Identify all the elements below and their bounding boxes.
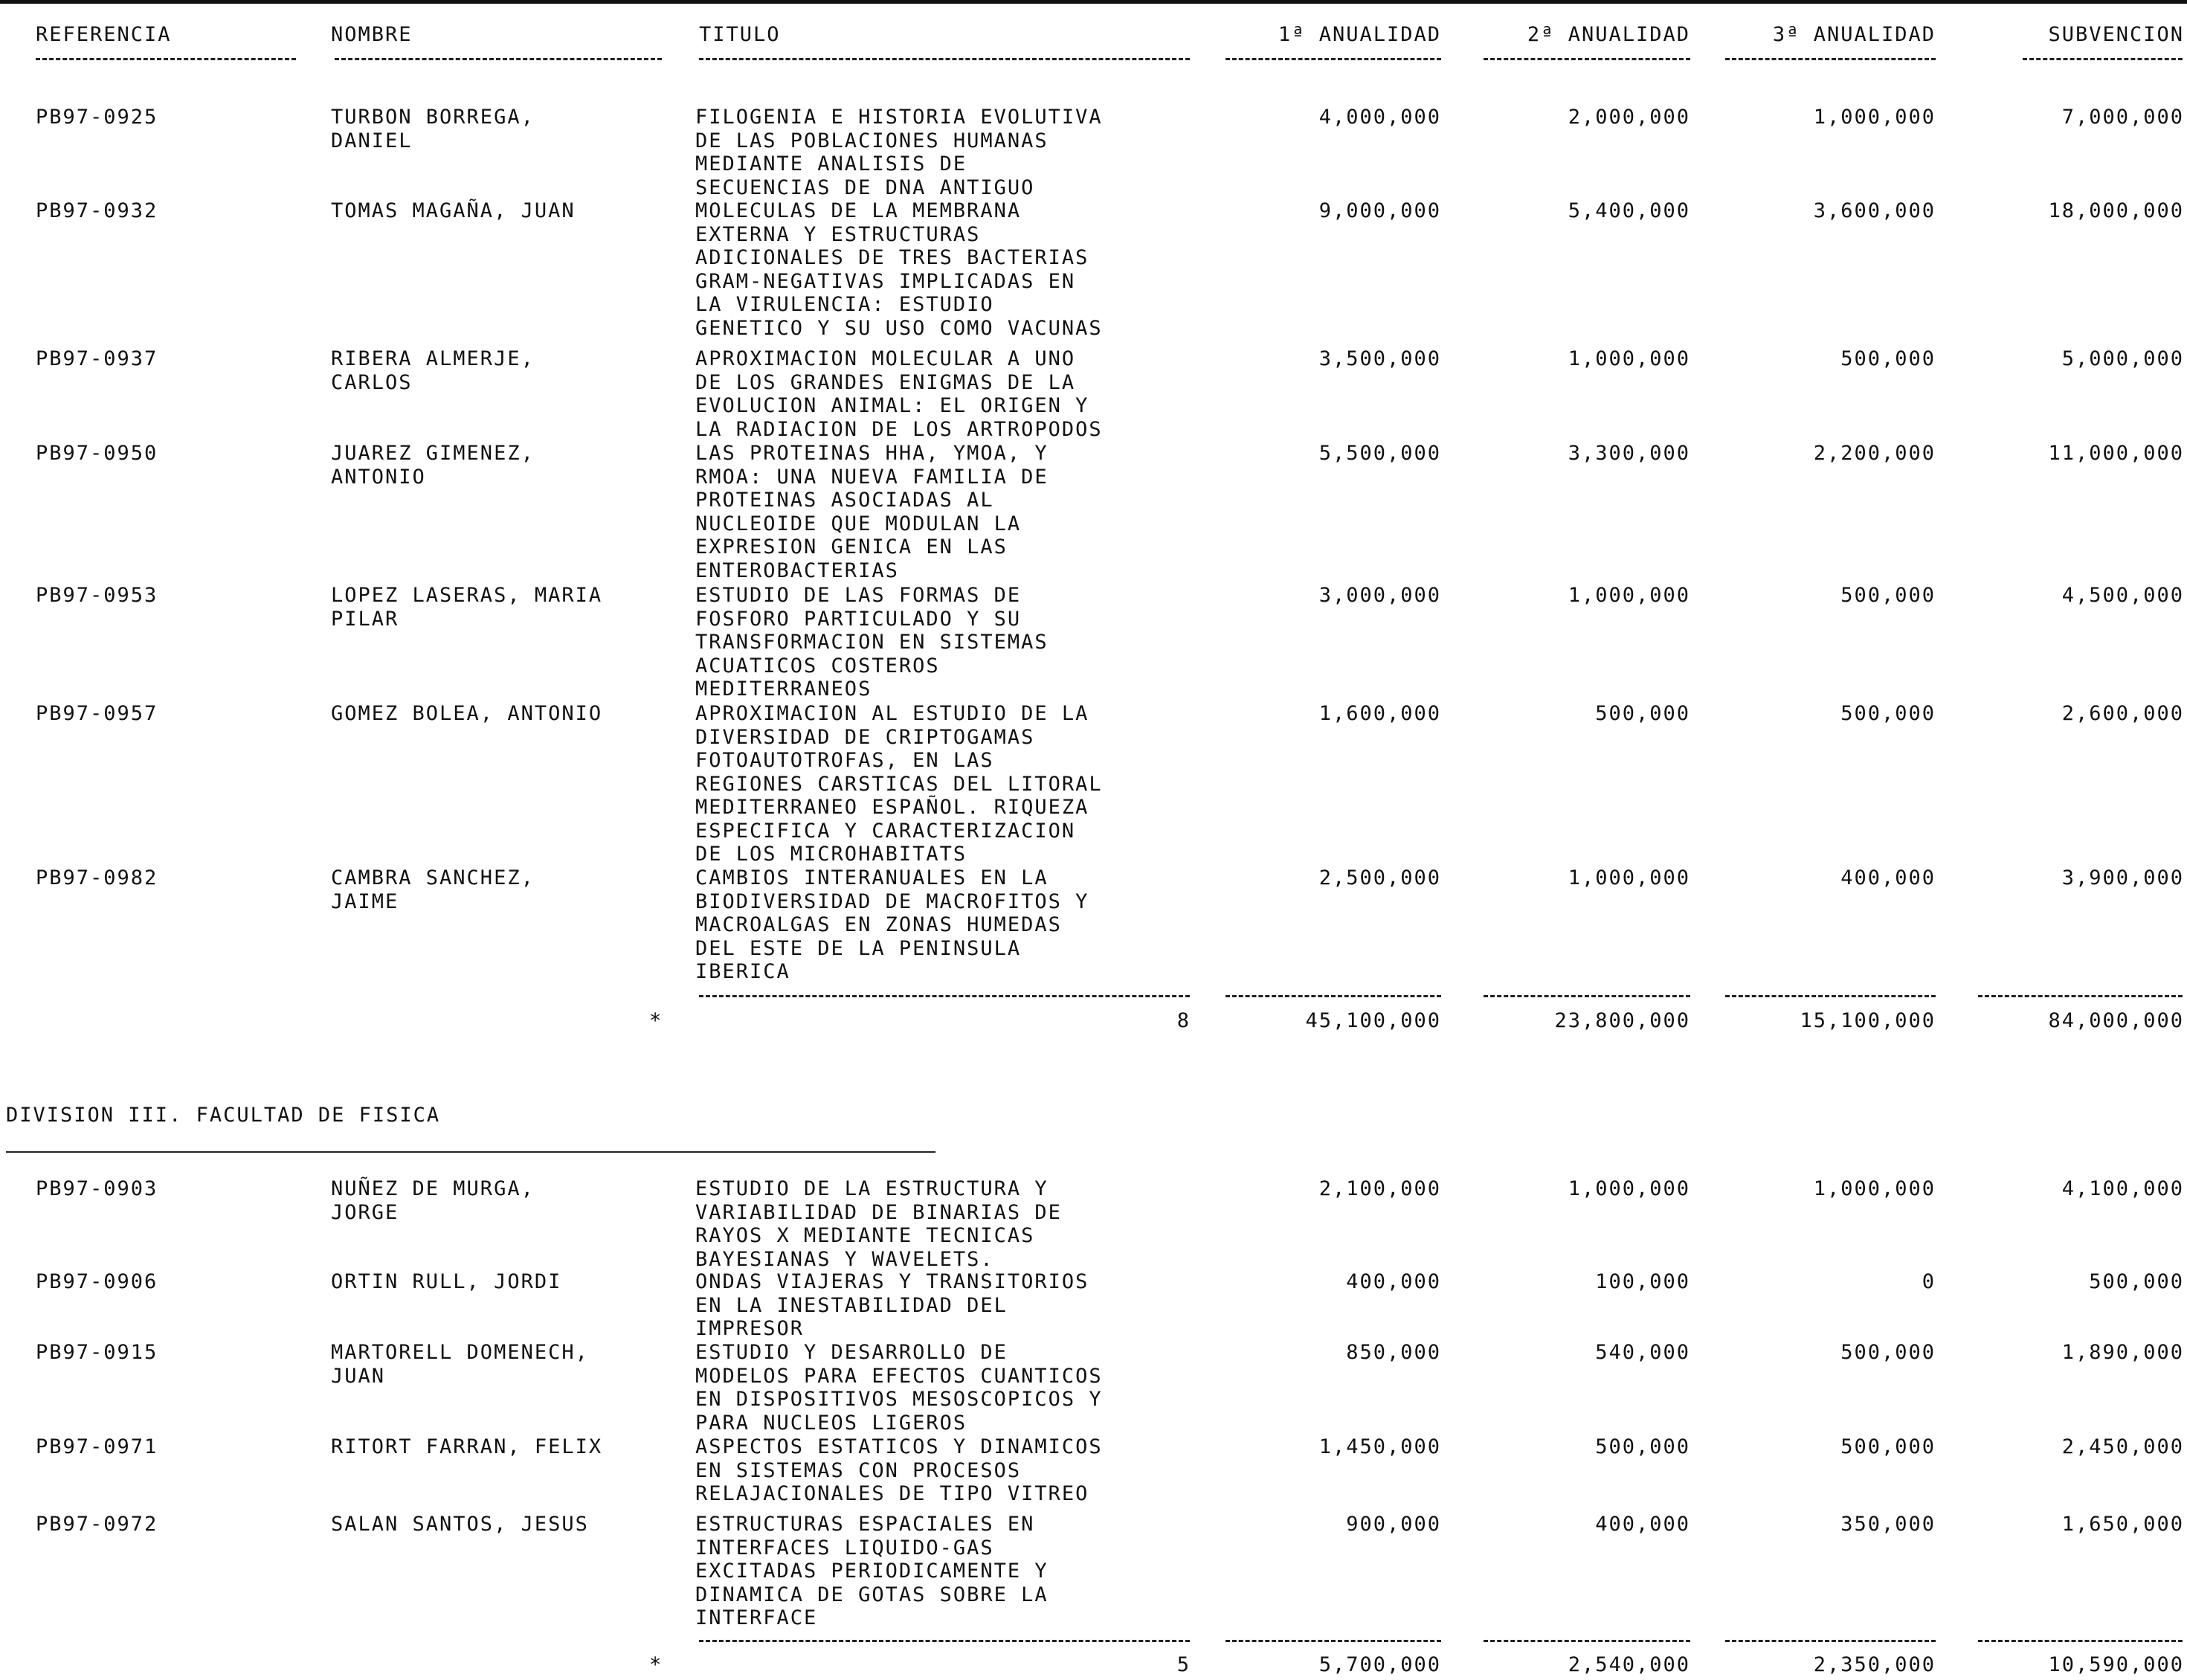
header-titulo: TITULO [699,23,781,46]
table-row [0,1435,2187,1505]
cell-referencia: PB97-0906 [36,1270,158,1293]
cell-nombre: CAMBRA SANCHEZ, JAIME [331,866,535,913]
cell-nombre: TURBON BORREGA, DANIEL [331,106,535,152]
cell-anualidad-3: 500,000 [1840,347,1936,370]
cell-referencia: PB97-0915 [36,1341,158,1364]
cell-titulo: ASPECTOS ESTATICOS Y DINAMICOS EN SISTEMAS CON PROCESOS RELAJACIONALES DE TIPO VITREO [695,1435,1103,1505]
section-title: DIVISION III. FACULTAD DE FISICA [6,1104,441,1127]
subtotal-count: 8 [1176,1009,1191,1032]
subtotal-anualidad-2: 2,540,000 [1568,1653,1690,1676]
cell-subvencion: 11,000,000 [2048,442,2184,465]
cell-nombre: SALAN SANTOS, JESUS [331,1513,589,1536]
cell-anualidad-1: 3,000,000 [1318,584,1441,607]
header-underline [335,58,662,60]
header-underline [1725,58,1936,60]
top-rule [0,0,2187,4]
cell-anualidad-1: 1,600,000 [1318,702,1441,725]
table-row [0,1341,2187,1435]
subtotal-rule [1484,1640,1690,1642]
cell-nombre: JUAREZ GIMENEZ, ANTONIO [331,442,535,489]
cell-anualidad-1: 2,100,000 [1318,1177,1441,1200]
cell-anualidad-2: 2,000,000 [1568,106,1690,129]
cell-anualidad-3: 350,000 [1840,1513,1936,1536]
cell-titulo: CAMBIOS INTERANUALES EN LA BIODIVERSIDAD DE MACROFITOS Y MACROALGAS EN ZONAS HUMEDAS DEL ESTE DE LA PENINSULA IBERICA [695,866,1089,983]
cell-titulo: APROXIMACION AL ESTUDIO DE LA DIVERSIDAD DE CRIPTOGAMAS FOTOAUTOTROFAS, EN LAS REGIONES CARSTICAS DEL LITORAL MEDITERRANEO ESPAÑOL. RIQUEZA ESPECIFICA Y CARACTERIZACION DE LOS MICROHABITATS [695,702,1103,866]
header-nombre: NOMBRE [331,23,413,46]
subtotal-anualidad-2: 23,800,000 [1554,1009,1690,1032]
header-underline [2023,58,2183,60]
cell-anualidad-3: 1,000,000 [1813,1177,1936,1200]
cell-subvencion: 3,900,000 [2061,866,2184,889]
subtotal-anualidad-3: 2,350,000 [1813,1653,1936,1676]
cell-nombre: LOPEZ LASERAS, MARIA PILAR [331,584,603,631]
cell-referencia: PB97-0925 [36,106,158,129]
subtotal-rule [1225,1640,1441,1642]
cell-subvencion: 4,500,000 [2061,584,2184,607]
header-anualidad-2: 2ª ANUALIDAD [1527,23,1690,46]
cell-referencia: PB97-0972 [36,1513,158,1536]
table-row [0,584,2187,701]
cell-anualidad-3: 500,000 [1840,1341,1936,1364]
cell-anualidad-3: 500,000 [1840,584,1936,607]
subtotal-mark: * [649,1653,663,1676]
cell-anualidad-1: 850,000 [1346,1341,1441,1364]
cell-nombre: TOMAS MAGAÑA, JUAN [331,199,576,222]
cell-referencia: PB97-0937 [36,347,158,370]
cell-anualidad-3: 1,000,000 [1813,106,1936,129]
cell-anualidad-2: 500,000 [1595,1435,1690,1458]
cell-anualidad-3: 400,000 [1840,866,1936,889]
header-anualidad-3: 3ª ANUALIDAD [1772,23,1936,46]
cell-anualidad-2: 5,400,000 [1568,199,1690,222]
cell-anualidad-2: 400,000 [1595,1513,1690,1536]
subtotal-subvencion: 10,590,000 [2048,1653,2184,1676]
table-row [0,199,2187,340]
cell-referencia: PB97-0982 [36,866,158,889]
subtotal-rule [1978,1640,2183,1642]
subtotal-rule [1484,995,1690,997]
header-subvencion: SUBVENCION [2048,23,2184,46]
subtotal-rule [1225,995,1441,997]
cell-subvencion: 1,650,000 [2061,1513,2184,1536]
subtotal-anualidad-1: 5,700,000 [1318,1653,1441,1676]
cell-anualidad-1: 400,000 [1346,1270,1441,1293]
header-underline [1484,58,1690,60]
cell-anualidad-3: 3,600,000 [1813,199,1936,222]
cell-titulo: ESTUDIO DE LAS FORMAS DE FOSFORO PARTICULADO Y SU TRANSFORMACION EN SISTEMAS ACUATICOS COSTEROS MEDITERRANEOS [695,584,1049,701]
cell-anualidad-1: 9,000,000 [1318,199,1441,222]
cell-subvencion: 4,100,000 [2061,1177,2184,1200]
cell-subvencion: 2,600,000 [2061,702,2184,725]
subtotal-rule [699,995,1190,997]
cell-titulo: LAS PROTEINAS HHA, YMOA, Y RMOA: UNA NUEVA FAMILIA DE PROTEINAS ASOCIADAS AL NUCLEOIDE QUE MODULAN LA EXPRESION GENICA EN LAS ENTEROBACTERIAS [695,442,1049,582]
cell-anualidad-1: 4,000,000 [1318,106,1441,129]
subtotal-mark: * [649,1009,663,1032]
subtotal-rule [1725,1640,1936,1642]
cell-subvencion: 7,000,000 [2061,106,2184,129]
cell-titulo: FILOGENIA E HISTORIA EVOLUTIVA DE LAS POBLACIONES HUMANAS MEDIANTE ANALISIS DE SECUENCIAS DE DNA ANTIGUO [695,106,1103,199]
cell-subvencion: 18,000,000 [2048,199,2184,222]
cell-nombre: RITORT FARRAN, FELIX [331,1435,603,1458]
cell-anualidad-2: 540,000 [1595,1341,1690,1364]
cell-titulo: ONDAS VIAJERAS Y TRANSITORIOS EN LA INESTABILIDAD DEL IMPRESOR [695,1270,1089,1340]
table-row [0,347,2187,441]
cell-anualidad-1: 3,500,000 [1318,347,1441,370]
header-anualidad-1: 1ª ANUALIDAD [1278,23,1441,46]
cell-anualidad-2: 1,000,000 [1568,1177,1690,1200]
cell-nombre: GOMEZ BOLEA, ANTONIO [331,702,603,725]
cell-subvencion: 1,890,000 [2061,1341,2184,1364]
header-underline [36,58,296,60]
cell-referencia: PB97-0903 [36,1177,158,1200]
cell-referencia: PB97-0953 [36,584,158,607]
cell-anualidad-3: 500,000 [1840,1435,1936,1458]
cell-nombre: RIBERA ALMERJE, CARLOS [331,347,535,394]
cell-referencia: PB97-0957 [36,702,158,725]
section-underline [6,1151,935,1153]
cell-anualidad-2: 1,000,000 [1568,866,1690,889]
cell-anualidad-2: 500,000 [1595,702,1690,725]
cell-titulo: ESTUDIO Y DESARROLLO DE MODELOS PARA EFECTOS CUANTICOS EN DISPOSITIVOS MESOSCOPICOS Y PARA NUCLEOS LIGEROS [695,1341,1103,1435]
header-underline [1225,58,1441,60]
table-row [0,702,2187,866]
cell-nombre: MARTORELL DOMENECH, JUAN [331,1341,589,1388]
cell-anualidad-1: 5,500,000 [1318,442,1441,465]
subtotal-count: 5 [1176,1653,1191,1676]
cell-nombre: NUÑEZ DE MURGA, JORGE [331,1177,535,1224]
cell-subvencion: 500,000 [2089,1270,2184,1293]
cell-anualidad-3: 2,200,000 [1813,442,1936,465]
cell-anualidad-2: 1,000,000 [1568,347,1690,370]
cell-titulo: APROXIMACION MOLECULAR A UNO DE LOS GRANDES ENIGMAS DE LA EVOLUCION ANIMAL: EL ORIGEN Y LA RADIACION DE LOS ARTROPODOS [695,347,1103,441]
cell-anualidad-3: 500,000 [1840,702,1936,725]
cell-titulo: MOLECULAS DE LA MEMBRANA EXTERNA Y ESTRUCTURAS ADICIONALES DE TRES BACTERIAS GRAM-NEGATIVAS IMPLICADAS EN LA VIRULENCIA: ESTUDIO GENETICO Y SU USO COMO VACUNAS [695,199,1103,340]
cell-anualidad-2: 3,300,000 [1568,442,1690,465]
cell-anualidad-2: 100,000 [1595,1270,1690,1293]
header-underline [699,58,1190,60]
cell-nombre: ORTIN RULL, JORDI [331,1270,562,1293]
table-row [0,1177,2187,1271]
cell-anualidad-2: 1,000,000 [1568,584,1690,607]
subtotal-rule [1725,995,1936,997]
subtotal-anualidad-1: 45,100,000 [1305,1009,1441,1032]
cell-subvencion: 5,000,000 [2061,347,2184,370]
cell-subvencion: 2,450,000 [2061,1435,2184,1458]
cell-referencia: PB97-0932 [36,199,158,222]
cell-titulo: ESTRUCTURAS ESPACIALES EN INTERFACES LIQUIDO-GAS EXCITADAS PERIODICAMENTE Y DINAMICA DE GOTAS SOBRE LA INTERFACE [695,1513,1049,1629]
subtotal-rule [699,1640,1190,1642]
header-referencia: REFERENCIA [36,23,172,46]
subtotal-subvencion: 84,000,000 [2048,1009,2184,1032]
cell-anualidad-1: 900,000 [1346,1513,1441,1536]
table-row [0,866,2187,983]
cell-referencia: PB97-0971 [36,1435,158,1458]
cell-anualidad-3: 0 [1922,1270,1936,1293]
subtotal-rule [1978,995,2183,997]
cell-anualidad-1: 1,450,000 [1318,1435,1441,1458]
cell-anualidad-1: 2,500,000 [1318,866,1441,889]
table-row [0,1270,2187,1340]
cell-titulo: ESTUDIO DE LA ESTRUCTURA Y VARIABILIDAD DE BINARIAS DE RAYOS X MEDIANTE TECNICAS BAYESIANAS Y WAVELETS. [695,1177,1062,1271]
cell-referencia: PB97-0950 [36,442,158,465]
subtotal-anualidad-3: 15,100,000 [1800,1009,1936,1032]
